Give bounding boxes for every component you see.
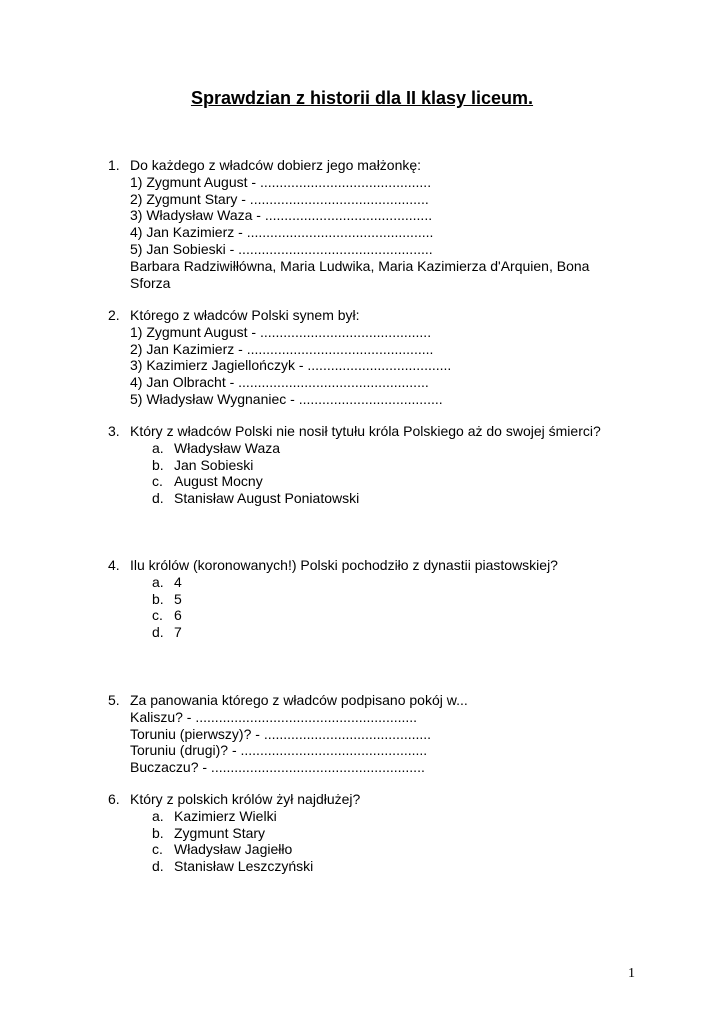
question-prompt: Którego z władców Polski synem był: xyxy=(130,307,360,323)
question-number: 2. xyxy=(108,307,120,323)
answer-option xyxy=(130,858,648,875)
question-prompt: Do każdego z władców dobierz jego małżonkę: xyxy=(130,157,422,173)
answer-option xyxy=(130,825,648,842)
option-text: Stanisław August Poniatowski xyxy=(174,490,360,507)
answer-line: 3) Władysław Waza - ........................................... xyxy=(130,207,433,224)
answer-line: 4) Jan Kazimierz - ................................................ xyxy=(130,224,434,241)
answer-line: 1) Zygmunt August - ............................................ xyxy=(130,173,432,190)
page-number: 1 xyxy=(628,966,635,981)
question-3 xyxy=(108,423,648,507)
answer-option xyxy=(130,457,648,474)
question-1 xyxy=(108,157,648,291)
option-letter: c. xyxy=(152,473,163,490)
option-letter: a. xyxy=(152,807,164,824)
option-letter: b. xyxy=(152,590,164,607)
question-6 xyxy=(108,791,648,875)
option-letter: c. xyxy=(152,607,163,624)
option-text: Władysław Jagiełło xyxy=(174,841,293,858)
option-text: Kazimierz Wielki xyxy=(174,807,277,824)
question-2 xyxy=(108,307,648,408)
option-text: 4 xyxy=(174,573,182,590)
answer-option xyxy=(130,841,648,858)
answer-option xyxy=(130,607,648,624)
answer-line: Buczaczu? - ....................................................... xyxy=(130,759,425,776)
answer-option xyxy=(130,591,648,608)
option-letter: d. xyxy=(152,490,164,507)
answer-line: 5) Władysław Wygnaniec - ..................................... xyxy=(130,390,443,407)
option-text: 7 xyxy=(174,624,182,641)
answer-line: 1) Zygmunt August - ............................................ xyxy=(130,323,432,340)
answer-line: 3) Kazimierz Jagiellończyk - ..................................... xyxy=(130,357,452,374)
answer-line: Toruniu (pierwszy)? - ........................................... xyxy=(130,725,432,742)
answer-option xyxy=(130,808,648,825)
question-prompt: Za panowania którego z władców podpisano pokój w... xyxy=(130,692,468,708)
option-letter: b. xyxy=(152,456,164,473)
answer-line: 2) Jan Kazimierz - ................................................ xyxy=(130,340,434,357)
answer-line: Toruniu (drugi)? - ................................................ xyxy=(130,742,428,759)
option-letter: b. xyxy=(152,824,164,841)
question-prompt: Ilu królów (koronowanych!) Polski pochodziło z dynastii piastowskiej? xyxy=(130,557,558,573)
option-letter: a. xyxy=(152,439,164,456)
option-letter: d. xyxy=(152,858,164,875)
question-number: 3. xyxy=(108,423,120,439)
option-letter: d. xyxy=(152,624,164,641)
question-4 xyxy=(108,557,648,641)
option-text: 6 xyxy=(174,607,182,624)
question-number: 5. xyxy=(108,692,120,708)
option-text: Stanisław Leszczyński xyxy=(174,858,314,875)
option-text: Zygmunt Stary xyxy=(174,824,266,841)
answer-line: 2) Zygmunt Stary - .............................................. xyxy=(130,190,429,207)
question-prompt: Który z władców Polski nie nosił tytułu króla Polskiego aż do swojej śmierci? xyxy=(130,423,601,439)
question-prompt: Który z polskich królów żył najdłużej? xyxy=(130,791,361,807)
answer-option xyxy=(130,473,648,490)
answer-option xyxy=(130,574,648,591)
answer-bank: Barbara Radziwiłłówna, Maria Ludwika, Maria Kazimierza d'Arquien, Bona Sforza xyxy=(130,257,590,291)
answer-line: 5) Jan Sobieski - .................................................. xyxy=(130,240,433,257)
option-letter: a. xyxy=(152,573,164,590)
option-letter: c. xyxy=(152,841,163,858)
option-text: August Mocny xyxy=(174,473,263,490)
question-5 xyxy=(108,692,648,776)
option-text: Władysław Waza xyxy=(174,439,281,456)
option-text: Jan Sobieski xyxy=(174,456,254,473)
answer-line: Kaliszu? - ......................................................... xyxy=(130,708,418,725)
answer-option xyxy=(130,624,648,641)
question-number: 1. xyxy=(108,157,120,173)
question-number: 6. xyxy=(108,791,120,807)
answer-line: 4) Jan Olbracht - ................................................. xyxy=(130,374,429,391)
option-text: 5 xyxy=(174,590,182,607)
page-title: Sprawdzian z historii dla II klasy liceum. xyxy=(190,88,534,108)
question-number: 4. xyxy=(108,557,120,573)
answer-option xyxy=(130,440,648,457)
answer-option xyxy=(130,490,648,507)
